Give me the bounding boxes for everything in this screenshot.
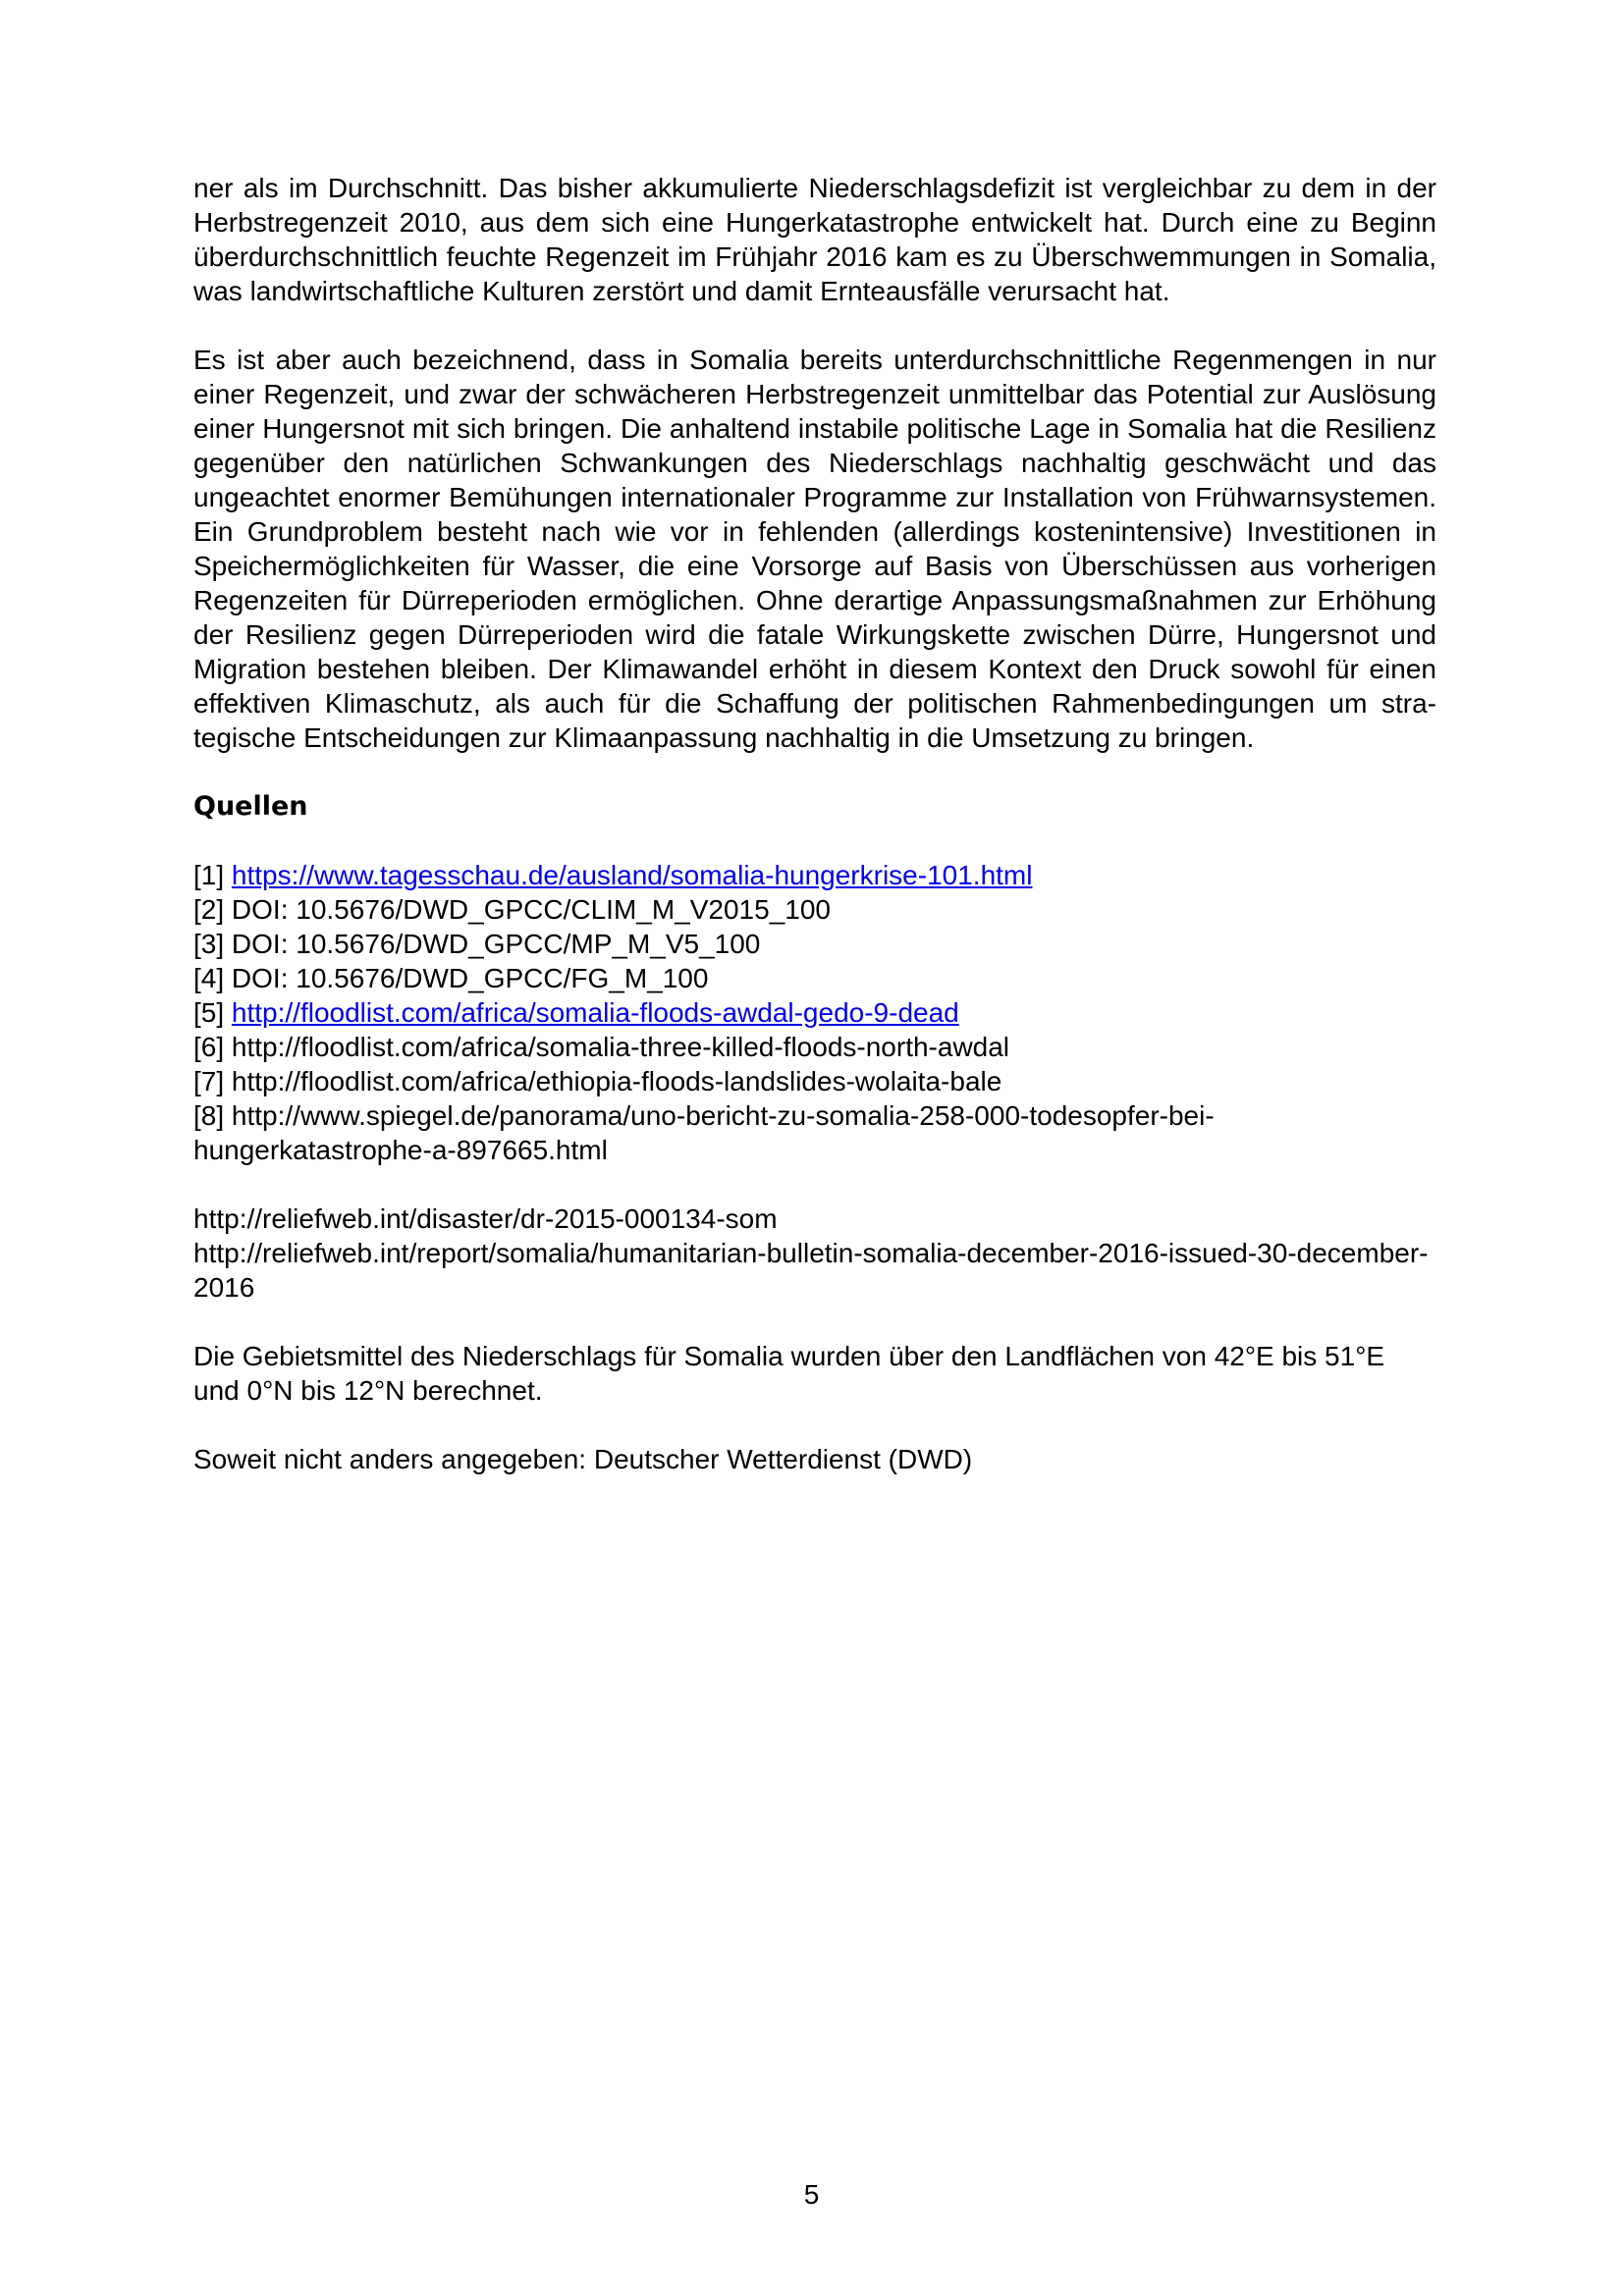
page-content bbox=[193, 171, 1436, 1511]
reference-text-4: DOI: 10.5676/DWD_GPCC/FG_M_100 bbox=[231, 963, 709, 993]
reference-item-3 bbox=[193, 927, 1436, 961]
area-note: Die Gebietsmittel des Niederschlags für Somalia wurden über den Landflächen von 42°E bis 51°E und 0°N bis 12°N berechnet. bbox=[193, 1341, 1385, 1406]
reference-link-1[interactable]: https://www.tagesschau.de/ausland/somalia-hungerkrise-101.html bbox=[231, 860, 1033, 890]
reference-text-6: http://floodlist.com/africa/somalia-three-killed-floods-north-awdal bbox=[231, 1032, 1010, 1062]
additional-source-2: http://reliefweb.int/report/somalia/humanitarian-bulletin-somalia-december-2016-issued-30-december-2016 bbox=[193, 1238, 1429, 1303]
reference-number: [8] bbox=[193, 1100, 225, 1131]
reference-number: [4] bbox=[193, 963, 225, 993]
reference-text-2: DOI: 10.5676/DWD_GPCC/CLIM_M_V2015_100 bbox=[231, 894, 831, 925]
reference-item-7 bbox=[193, 1064, 1436, 1098]
reference-item-8 bbox=[193, 1098, 1436, 1167]
reference-number: [6] bbox=[193, 1032, 225, 1062]
body-paragraph-2: Es ist aber auch bezeichnend, dass in Somalia bereits unterdurchschnittliche Regenmengen in nur einer Regenzeit, und zwar der schwächeren Herbstregenzeit unmittelbar das Potential zur Auslösung einer Hungersnot mit sich bringen. Die anhaltend instabile politische Lage in Somalia hat die Resilienz gegenüber den natürlichen Schwankungen des Niederschlags nachhaltig geschwächt und das ungeachtet enormer Bemühungen internationaler Programme zur Installation von Frühwarnsystemen. Ein Grundproblem besteht nach wie vor in fehlenden (allerdings kostenintensive) Investitionen in Speichermöglichkeiten für Wasser, die eine Vorsorge auf Basis von Überschüssen aus vorherigen Regenzeiten für Dürreperioden ermöglichen. Ohne derartige Anpassungsmaßnahmen zur Erhöhung der Resilienz gegen Dürreperioden wird die fatale Wirkungskette zwischen Dürre, Hungersnot und Migration bestehen bleiben. Der Klimawandel erhöht in diesem Kontext den Druck sowohl für einen effektiven Klimaschutz, als auch für die Schaffung der politischen Rahmenbedingungen um strategische Entscheidungen zur Klimaanpassung nachhaltig in die Umsetzung zu bringen. bbox=[193, 345, 1436, 753]
additional-source-1: http://reliefweb.int/disaster/dr-2015-000134-som bbox=[193, 1203, 778, 1234]
body-paragraph-1: ner als im Durchschnitt. Das bisher akkumulierte Niederschlagsdefizit ist vergleichbar zu dem in der Herbstregenzeit 2010, aus dem sich eine Hungerkatastrophe entwickelt hat. Durch eine zu Beginn überdurchschnittlich feuchte Regenzeit im Frühjahr 2016 kam es zu Überschwemmungen in Somalia, was landwirtschaftliche Kulturen zerstört und damit Ernteausfälle verursacht hat. bbox=[193, 173, 1436, 306]
reference-number: [7] bbox=[193, 1066, 225, 1096]
reference-item-2 bbox=[193, 892, 1436, 927]
reference-item-4 bbox=[193, 961, 1436, 995]
additional-sources bbox=[193, 1201, 1436, 1305]
reference-text-8: http://www.spiegel.de/panorama/uno-bericht-zu-somalia-258-000-todesopfer-bei-hungerkatastrophe-a-897665.html bbox=[193, 1100, 1215, 1165]
reference-item-6 bbox=[193, 1030, 1436, 1064]
reference-number: [5] bbox=[193, 997, 225, 1028]
reference-link-5[interactable]: http://floodlist.com/africa/somalia-floods-awdal-gedo-9-dead bbox=[231, 997, 959, 1028]
reference-list bbox=[193, 858, 1436, 1167]
page-number: 5 bbox=[803, 2179, 820, 2210]
sources-heading: Quellen bbox=[193, 791, 308, 822]
reference-number: [2] bbox=[193, 894, 225, 925]
reference-number: [1] bbox=[193, 860, 225, 890]
reference-number: [3] bbox=[193, 929, 225, 959]
reference-text-7: http://floodlist.com/africa/ethiopia-floods-landslides-wolaita-bale bbox=[231, 1066, 1002, 1096]
reference-item-5 bbox=[193, 995, 1436, 1030]
attribution: Soweit nicht anders angegeben: Deutscher Wetterdienst (DWD) bbox=[193, 1444, 973, 1474]
reference-text-3: DOI: 10.5676/DWD_GPCC/MP_M_V5_100 bbox=[231, 929, 761, 959]
reference-item-1 bbox=[193, 858, 1436, 892]
